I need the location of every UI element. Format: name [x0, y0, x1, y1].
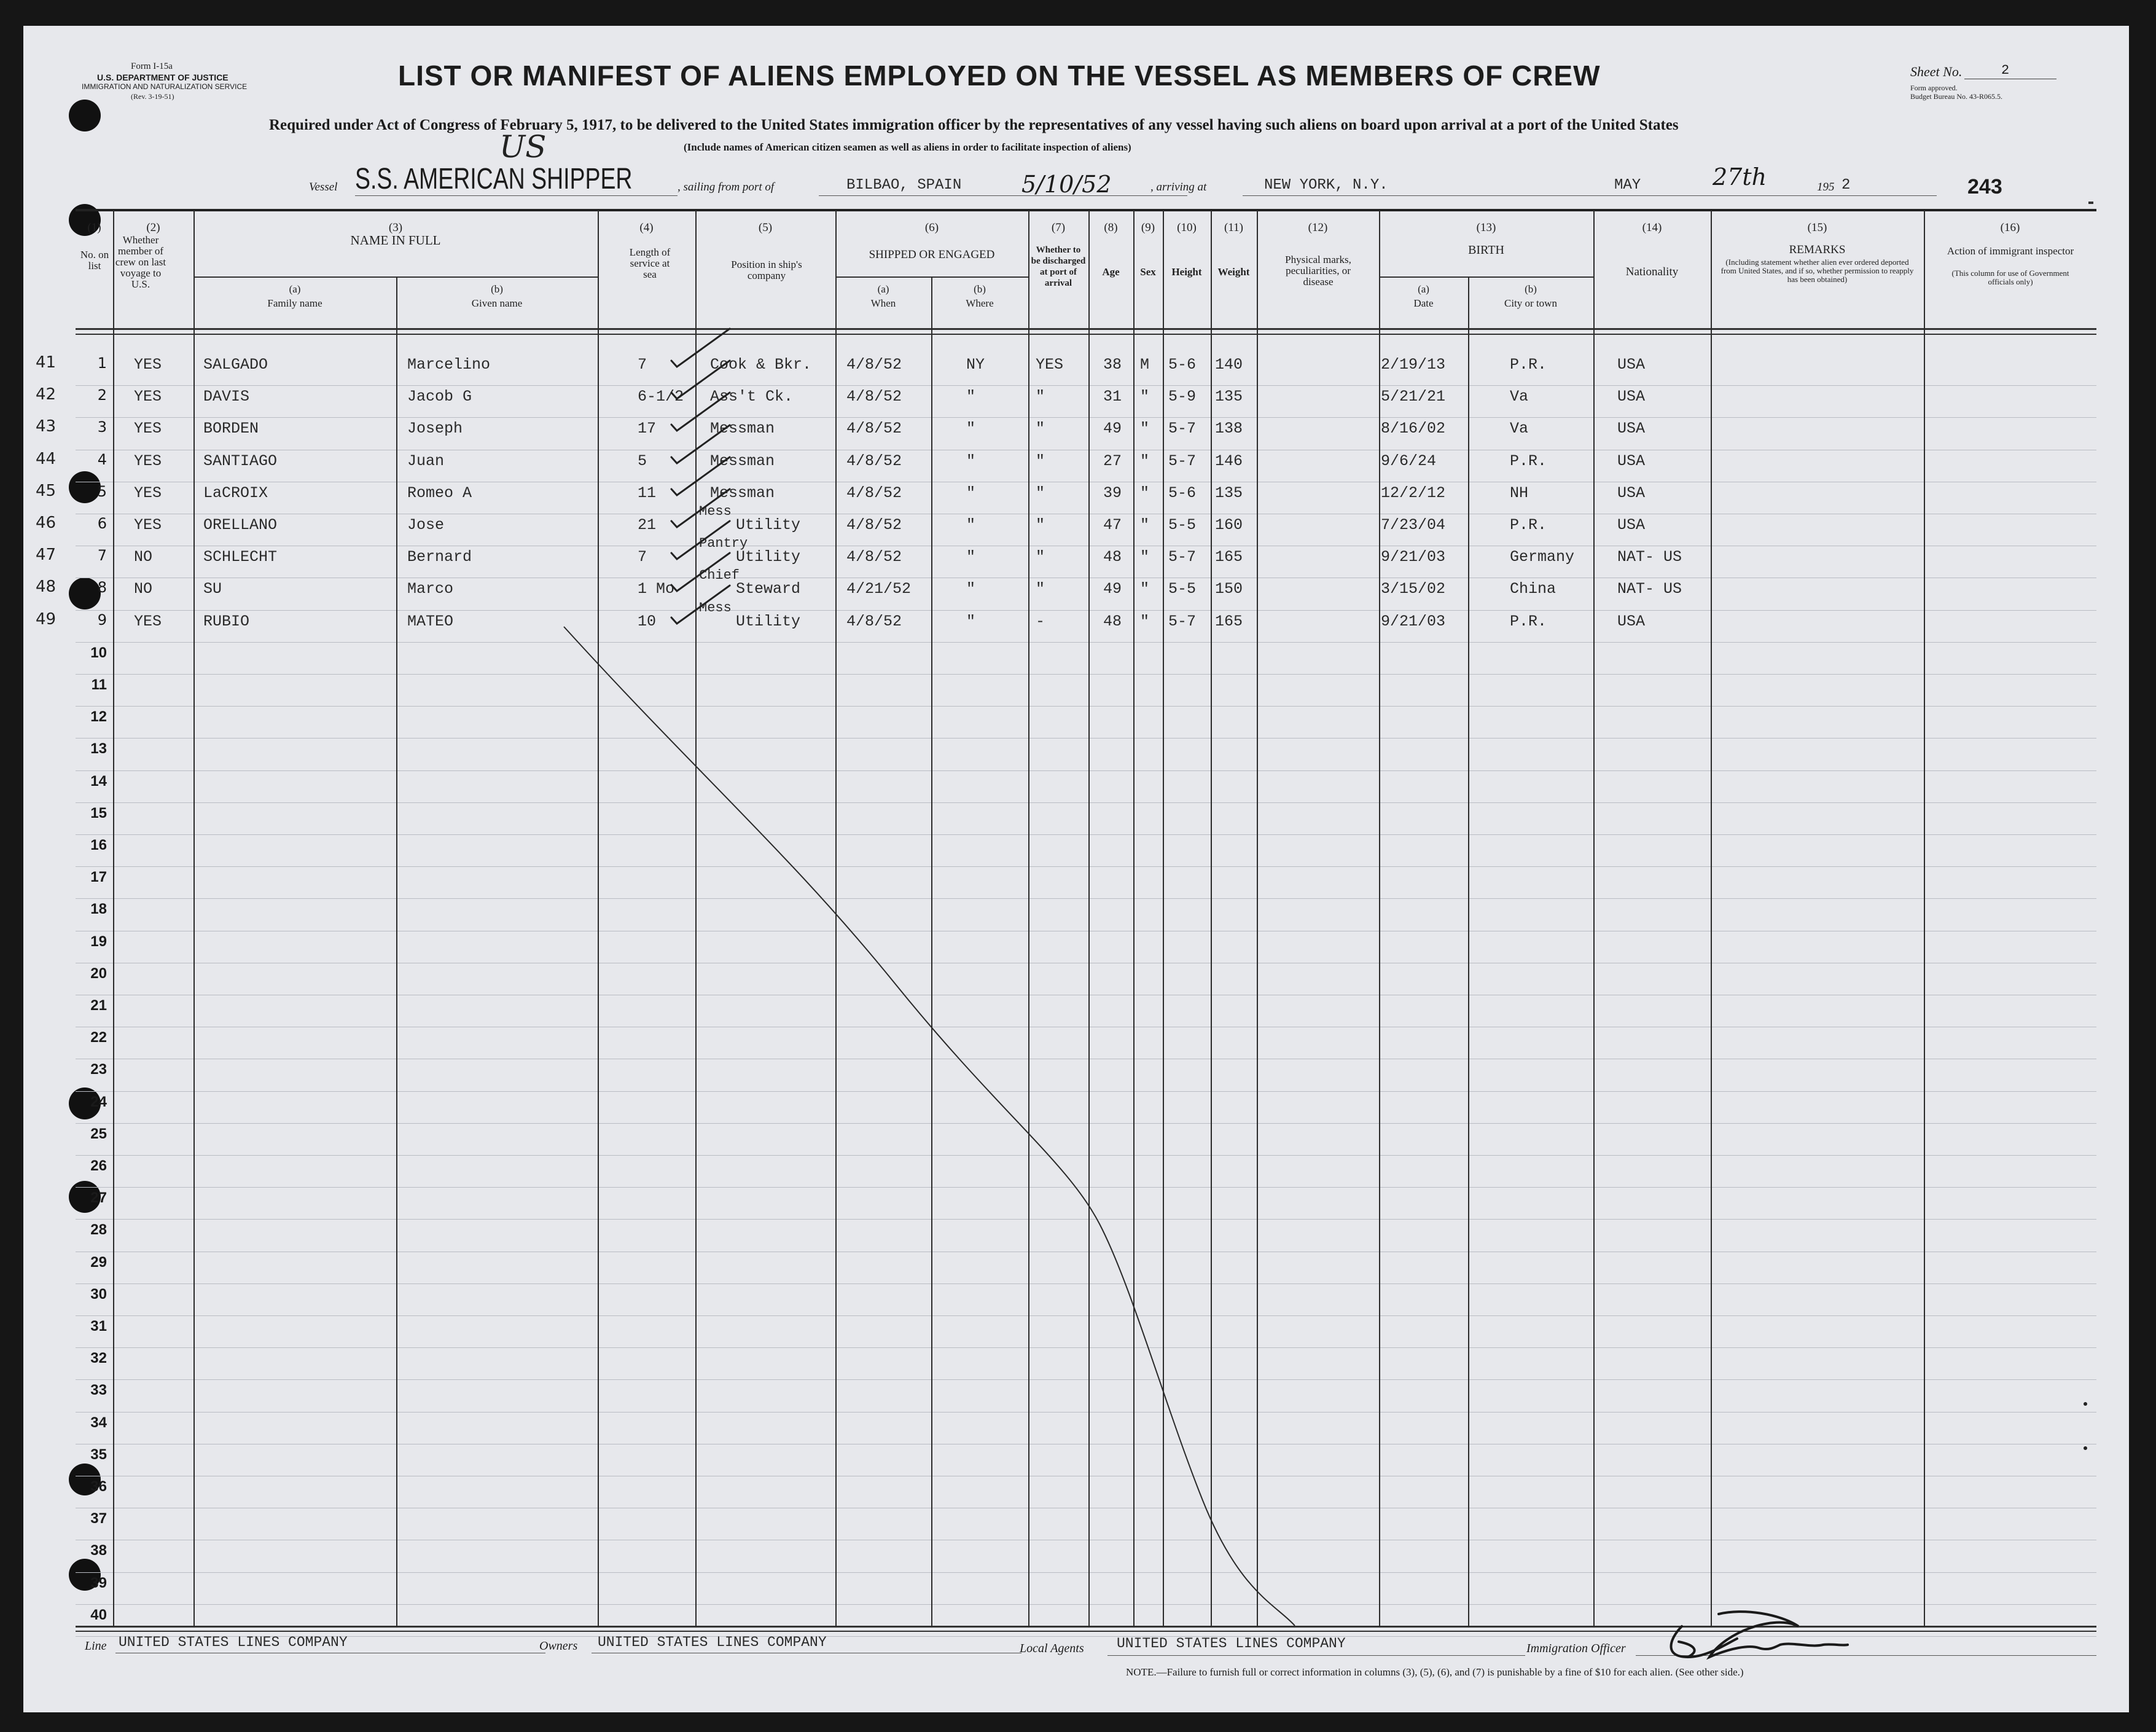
row-list-number: 4: [97, 451, 107, 468]
page-number: 243: [1967, 175, 2002, 198]
row-last-voyage: YES: [134, 420, 162, 437]
row-margin-number: 48: [36, 578, 57, 596]
col-head-age: Age: [1102, 266, 1120, 278]
row-given-name: Romeo A: [407, 484, 472, 502]
col-head-discharge: Whether to be discharged at port of arrival: [1031, 245, 1086, 288]
row-given-name: Bernard: [407, 548, 472, 566]
row-sex: ": [1140, 613, 1150, 630]
row-service-length: 6-1/2: [638, 388, 684, 406]
row-list-number: 30: [90, 1286, 107, 1303]
row-family-name: SALGADO: [203, 356, 268, 374]
row-birth-place: P.R.: [1510, 516, 1547, 534]
row-given-name: Jose: [407, 516, 445, 534]
footer-note: NOTE.—Failure to furnish full or correct information in columns (3), (5), (6), and (7) is punishable by a fine of $10 for each alien. (See other side.): [1126, 1666, 1744, 1678]
row-given-name: Joseph: [407, 420, 463, 437]
row-shipped-where: ": [966, 420, 976, 437]
sailing-port: BILBAO, SPAIN: [846, 177, 962, 194]
row-height: 5-9: [1168, 388, 1197, 406]
row-birth-place: China: [1510, 580, 1556, 598]
row-position-prefix: Chief: [699, 568, 740, 583]
row-nationality: USA: [1617, 388, 1646, 406]
check-mark: [671, 489, 730, 527]
row-list-number: 25: [90, 1126, 107, 1142]
page-title: LIST OR MANIFEST OF ALIENS EMPLOYED ON THE VESSEL AS MEMBERS OF CREW: [398, 60, 1601, 92]
col-head-weight: Weight: [1217, 266, 1250, 278]
row-nationality: USA: [1617, 516, 1646, 534]
row-margin-number: 49: [36, 610, 57, 629]
budget-bureau: Budget Bureau No. 43-R065.5.: [1910, 92, 2002, 101]
row-discharge: ": [1036, 388, 1045, 406]
handwritten-marks: [23, 26, 2129, 1712]
footer-line-value: UNITED STATES LINES COMPANY: [119, 1634, 348, 1650]
row-list-number: 22: [90, 1029, 107, 1046]
row-list-number: 14: [90, 773, 107, 790]
row-position: Utility: [736, 516, 801, 534]
row-list-number: 10: [90, 645, 107, 661]
row-sex: M: [1140, 356, 1150, 374]
row-sex: ": [1140, 484, 1150, 502]
row-service-length: 17: [638, 420, 657, 437]
arriving-label: , arriving at: [1150, 181, 1207, 194]
year-suffix: 2: [1842, 177, 1851, 194]
row-nationality: USA: [1617, 452, 1646, 470]
col-head-height: Height: [1171, 266, 1202, 278]
row-shipped-where: ": [966, 580, 976, 598]
margin-dot: [2088, 202, 2093, 204]
row-discharge: ": [1036, 548, 1045, 566]
row-age: 47: [1103, 516, 1122, 534]
row-list-number: 37: [90, 1510, 107, 1527]
col-head-given-sub: (b): [491, 283, 503, 295]
row-shipped-where: ": [966, 484, 976, 502]
row-birth-place: P.R.: [1510, 356, 1547, 374]
row-service-length: 7: [638, 548, 647, 566]
sailing-date: 5/10/52: [1021, 171, 1112, 198]
row-list-number: 17: [90, 869, 107, 885]
row-shipped-when: 4/21/52: [846, 580, 912, 598]
row-shipped-when: 4/8/52: [846, 388, 902, 406]
row-weight: 165: [1215, 613, 1243, 630]
row-shipped-when: 4/8/52: [846, 356, 902, 374]
row-age: 49: [1103, 420, 1122, 437]
row-last-voyage: NO: [134, 580, 153, 598]
check-mark: [671, 586, 730, 624]
col-head-given: Given name: [471, 297, 523, 309]
row-family-name: LaCROIX: [203, 484, 268, 502]
footer-agents-underline: [1107, 1655, 1525, 1656]
row-sex: ": [1140, 388, 1150, 406]
row-list-number: 20: [90, 965, 107, 982]
col-head-position: Position in ship's company: [731, 259, 802, 281]
row-height: 5-6: [1168, 356, 1197, 374]
row-birth-date: 12/2/12: [1381, 484, 1446, 502]
row-list-number: 40: [90, 1607, 107, 1623]
row-sex: ": [1140, 580, 1150, 598]
row-list-number: 15: [90, 805, 107, 821]
row-weight: 165: [1215, 548, 1243, 566]
col-head-nationality: Nationality: [1625, 265, 1679, 278]
footer-owners-label: Owners: [539, 1639, 578, 1653]
row-position-prefix: Pantry: [699, 536, 748, 551]
row-family-name: SCHLECHT: [203, 548, 278, 566]
col-head-service: Length of service at sea: [629, 246, 671, 280]
row-discharge: ": [1036, 580, 1045, 598]
check-mark: [671, 329, 730, 367]
row-weight: 135: [1215, 484, 1243, 502]
row-list-number: 29: [90, 1254, 107, 1271]
row-discharge: YES: [1036, 356, 1064, 374]
service-name: IMMIGRATION AND NATURALIZATION SERVICE: [82, 82, 248, 91]
row-discharge: ": [1036, 516, 1045, 534]
row-birth-place: Germany: [1510, 548, 1575, 566]
row-list-number: 33: [90, 1382, 107, 1398]
col-head-physical: Physical marks, peculiarities, or disease: [1285, 254, 1351, 288]
row-position: Utility: [736, 548, 801, 566]
col-head-shipped: SHIPPED OR ENGAGED: [869, 248, 995, 261]
arriving-port: NEW YORK, N.Y.: [1264, 177, 1388, 194]
form-approved: Form approved.: [1910, 84, 1958, 92]
col-num-5: (5): [758, 221, 773, 234]
col-head-when: When: [870, 297, 896, 309]
row-last-voyage: YES: [134, 452, 162, 470]
col-num-10: (10): [1177, 221, 1197, 234]
row-shipped-when: 4/8/52: [846, 516, 902, 534]
row-family-name: BORDEN: [203, 420, 259, 437]
col-num-8: (8): [1104, 221, 1118, 234]
row-age: 27: [1103, 452, 1122, 470]
col-head-birth-place-sub: (b): [1525, 283, 1537, 295]
row-last-voyage: YES: [134, 516, 162, 534]
row-position: Ass't Ck.: [710, 388, 794, 406]
row-shipped-where: ": [966, 613, 976, 630]
row-sex: ": [1140, 452, 1150, 470]
row-sex: ": [1140, 548, 1150, 566]
arrival-month: MAY: [1614, 177, 1641, 194]
row-height: 5-7: [1168, 420, 1197, 437]
row-position-prefix: Mess: [699, 504, 732, 519]
sailing-label: , sailing from port of: [678, 181, 775, 194]
footer-agents-value: UNITED STATES LINES COMPANY: [1117, 1636, 1346, 1652]
row-last-voyage: YES: [134, 388, 162, 406]
col-head-birth-place: City or town: [1504, 297, 1557, 309]
col-head-family-sub: (a): [289, 283, 301, 295]
check-mark: [671, 425, 730, 463]
row-list-number: 16: [90, 837, 107, 853]
row-last-voyage: YES: [134, 484, 162, 502]
row-position: Utility: [736, 613, 801, 630]
row-nationality: USA: [1617, 613, 1646, 630]
row-discharge: ": [1036, 484, 1045, 502]
required-statement: Required under Act of Congress of February 5, 1917, to be delivered to the United States immigration officer by the representatives of any vessel having such aliens on board upon arrival at a port of the United States: [269, 117, 1679, 133]
col-head-when-sub: (a): [877, 283, 889, 295]
row-age: 48: [1103, 548, 1122, 566]
row-position: Messman: [710, 420, 775, 437]
col-num-6: (6): [924, 221, 939, 234]
row-family-name: ORELLANO: [203, 516, 278, 534]
row-age: 48: [1103, 613, 1122, 630]
row-shipped-when: 4/8/52: [846, 613, 902, 630]
row-position: Steward: [736, 580, 801, 598]
row-height: 5-5: [1168, 516, 1197, 534]
row-nationality: NAT- US: [1617, 548, 1682, 566]
sheet-label: Sheet No.: [1910, 64, 1963, 79]
row-list-number: 38: [90, 1542, 107, 1559]
col-head-where: Where: [966, 297, 994, 309]
col-head-remarks: REMARKS: [1789, 243, 1846, 256]
form-revision: (Rev. 3-19-51): [131, 92, 174, 101]
row-height: 5-6: [1168, 484, 1197, 502]
row-weight: 140: [1215, 356, 1243, 374]
col-head-action: Action of immigrant inspector: [1947, 245, 2074, 257]
row-list-number: 23: [90, 1061, 107, 1078]
row-service-length: 10: [638, 613, 657, 630]
footer-officer-label: Immigration Officer: [1526, 1642, 1626, 1655]
col-head-list-no: No. on list: [80, 249, 109, 272]
department-name: U.S. DEPARTMENT OF JUSTICE: [97, 72, 228, 82]
row-margin-number: 46: [36, 514, 57, 532]
row-birth-place: NH: [1510, 484, 1529, 502]
footer-agents-label: Local Agents: [1020, 1642, 1084, 1655]
col-num-1: (1): [87, 221, 101, 234]
row-family-name: SU: [203, 580, 222, 598]
row-list-number: 39: [90, 1575, 107, 1591]
row-birth-place: P.R.: [1510, 452, 1547, 470]
row-service-length: 21: [638, 516, 657, 534]
year-prefix: 195: [1817, 181, 1835, 194]
row-list-number: 5: [97, 483, 107, 500]
sheet-number: 2: [2001, 63, 2010, 78]
row-age: 39: [1103, 484, 1122, 502]
row-list-number: 21: [90, 997, 107, 1014]
col-head-family: Family name: [267, 297, 322, 309]
footer-line-label: Line: [85, 1639, 107, 1653]
col-num-16: (16): [2000, 221, 2020, 234]
footer-owners-value: UNITED STATES LINES COMPANY: [598, 1634, 827, 1650]
row-service-length: 7: [638, 356, 647, 374]
diagonal-strike-line: [564, 627, 1295, 1626]
col-num-9: (9): [1141, 221, 1155, 234]
col-head-birth-date-sub: (a): [1418, 283, 1429, 295]
col-head-where-sub: (b): [974, 283, 986, 295]
row-weight: 150: [1215, 580, 1243, 598]
row-birth-date: 9/6/24: [1381, 452, 1437, 470]
officer-signature: [1651, 1589, 1854, 1669]
row-shipped-where: ": [966, 388, 976, 406]
row-height: 5-7: [1168, 452, 1197, 470]
vessel-label: Vessel: [309, 181, 338, 194]
row-sex: ": [1140, 516, 1150, 534]
row-age: 49: [1103, 580, 1122, 598]
row-position: Messman: [710, 452, 775, 470]
row-list-number: 35: [90, 1446, 107, 1463]
vessel-name: S.S. AMERICAN SHIPPER: [355, 163, 633, 195]
row-shipped-when: 4/8/52: [846, 420, 902, 437]
col-num-12: (12): [1308, 221, 1328, 234]
check-mark: [671, 521, 730, 559]
check-mark: [671, 361, 730, 399]
row-list-number: 36: [90, 1478, 107, 1495]
vessel-annotation: US: [499, 129, 547, 165]
row-shipped-when: 4/8/52: [846, 548, 902, 566]
col-head-birth: BIRTH: [1468, 243, 1504, 257]
row-shipped-where: NY: [966, 356, 985, 374]
row-discharge: -: [1036, 613, 1045, 630]
row-position: Cook & Bkr.: [710, 356, 812, 374]
row-height: 5-7: [1168, 548, 1197, 566]
row-list-number: 6: [97, 515, 107, 532]
row-list-number: 7: [97, 547, 107, 564]
row-birth-place: P.R.: [1510, 613, 1547, 630]
row-list-number: 26: [90, 1158, 107, 1174]
row-nationality: USA: [1617, 484, 1646, 502]
row-margin-number: 43: [36, 417, 57, 436]
arrival-day: 27th: [1713, 163, 1767, 190]
row-position: Messman: [710, 484, 775, 502]
row-list-number: 19: [90, 933, 107, 950]
row-list-number: 2: [97, 386, 107, 404]
col-num-15: (15): [1807, 221, 1827, 234]
row-list-number: 3: [97, 418, 107, 436]
col-num-14: (14): [1642, 221, 1662, 234]
row-list-number: 24: [90, 1094, 107, 1110]
row-height: 5-7: [1168, 613, 1197, 630]
col-head-name: NAME IN FULL: [350, 233, 441, 248]
row-list-number: 13: [90, 740, 107, 757]
row-nationality: NAT- US: [1617, 580, 1682, 598]
row-height: 5-5: [1168, 580, 1197, 598]
include-statement: (Include names of American citizen seamen as well as aliens in order to facilitate inspection of aliens): [684, 141, 1131, 153]
row-weight: 138: [1215, 420, 1243, 437]
row-nationality: USA: [1617, 420, 1646, 437]
col-num-11: (11): [1224, 221, 1243, 234]
row-list-number: 27: [90, 1189, 107, 1206]
row-birth-date: 8/16/02: [1381, 420, 1446, 437]
row-birth-place: Va: [1510, 420, 1529, 437]
row-list-number: 31: [90, 1318, 107, 1334]
row-given-name: Juan: [407, 452, 445, 470]
row-given-name: Marco: [407, 580, 454, 598]
row-nationality: USA: [1617, 356, 1646, 374]
check-mark: [671, 457, 730, 495]
row-given-name: MATEO: [407, 613, 454, 630]
row-list-number: 32: [90, 1350, 107, 1366]
row-age: 31: [1103, 388, 1122, 406]
row-list-number: 8: [97, 579, 107, 596]
col-num-4: (4): [639, 221, 654, 234]
manifest-sheet: [23, 26, 2129, 1712]
row-given-name: Marcelino: [407, 356, 491, 374]
row-margin-number: 47: [36, 546, 57, 564]
row-shipped-where: ": [966, 548, 976, 566]
row-family-name: RUBIO: [203, 613, 250, 630]
form-number: Form I-15a: [131, 61, 173, 71]
margin-dot: [2084, 1402, 2087, 1406]
row-birth-date: 7/23/04: [1381, 516, 1446, 534]
row-shipped-when: 4/8/52: [846, 484, 902, 502]
row-weight: 135: [1215, 388, 1243, 406]
row-weight: 160: [1215, 516, 1243, 534]
row-birth-date: 2/19/13: [1381, 356, 1446, 374]
col-head-last-voyage: Whether member of crew on last voyage to U.S.: [115, 234, 166, 290]
row-list-number: 28: [90, 1221, 107, 1238]
col-num-13: (13): [1476, 221, 1496, 234]
row-service-length: 1 Mo: [638, 580, 675, 598]
row-shipped-when: 4/8/52: [846, 452, 902, 470]
row-last-voyage: NO: [134, 548, 153, 566]
col-num-2: (2): [146, 221, 160, 234]
col-head-birth-date: Date: [1413, 297, 1434, 309]
col-num-3: (3): [388, 221, 403, 234]
row-last-voyage: YES: [134, 356, 162, 374]
row-list-number: 12: [90, 708, 107, 725]
row-margin-number: 44: [36, 450, 57, 468]
row-family-name: DAVIS: [203, 388, 250, 406]
row-shipped-where: ": [966, 516, 976, 534]
row-birth-date: 3/15/02: [1381, 580, 1446, 598]
row-position-prefix: Mess: [699, 600, 732, 616]
row-margin-number: 45: [36, 482, 57, 500]
row-margin-number: 41: [36, 353, 57, 372]
row-birth-place: Va: [1510, 388, 1529, 406]
row-family-name: SANTIAGO: [203, 452, 278, 470]
check-mark: [671, 393, 730, 431]
row-list-number: 9: [97, 611, 107, 629]
margin-dot: [2084, 1446, 2087, 1450]
row-list-number: 34: [90, 1414, 107, 1431]
col-head-remarks-note: (Including statement whether alien ever ordered deported from United States, and if so, whether permission to reapply has been obtained): [1721, 257, 1914, 284]
row-service-length: 5: [638, 452, 647, 470]
row-sex: ": [1140, 420, 1150, 437]
row-service-length: 11: [638, 484, 657, 502]
row-discharge: ": [1036, 452, 1045, 470]
row-shipped-where: ": [966, 452, 976, 470]
col-head-action-note: (This column for use of Government officials only): [1951, 268, 2069, 286]
check-mark: [671, 553, 730, 591]
row-last-voyage: YES: [134, 613, 162, 630]
row-margin-number: 42: [36, 385, 57, 404]
row-discharge: ": [1036, 420, 1045, 437]
row-birth-date: 5/21/21: [1381, 388, 1446, 406]
row-list-number: 1: [97, 355, 107, 372]
col-num-7: (7): [1051, 221, 1066, 234]
row-weight: 146: [1215, 452, 1243, 470]
row-list-number: 11: [91, 676, 107, 693]
row-birth-date: 9/21/03: [1381, 548, 1446, 566]
row-list-number: 18: [90, 901, 107, 917]
col-head-sex: Sex: [1140, 266, 1156, 278]
row-given-name: Jacob G: [407, 388, 472, 406]
row-birth-date: 9/21/03: [1381, 613, 1446, 630]
row-age: 38: [1103, 356, 1122, 374]
